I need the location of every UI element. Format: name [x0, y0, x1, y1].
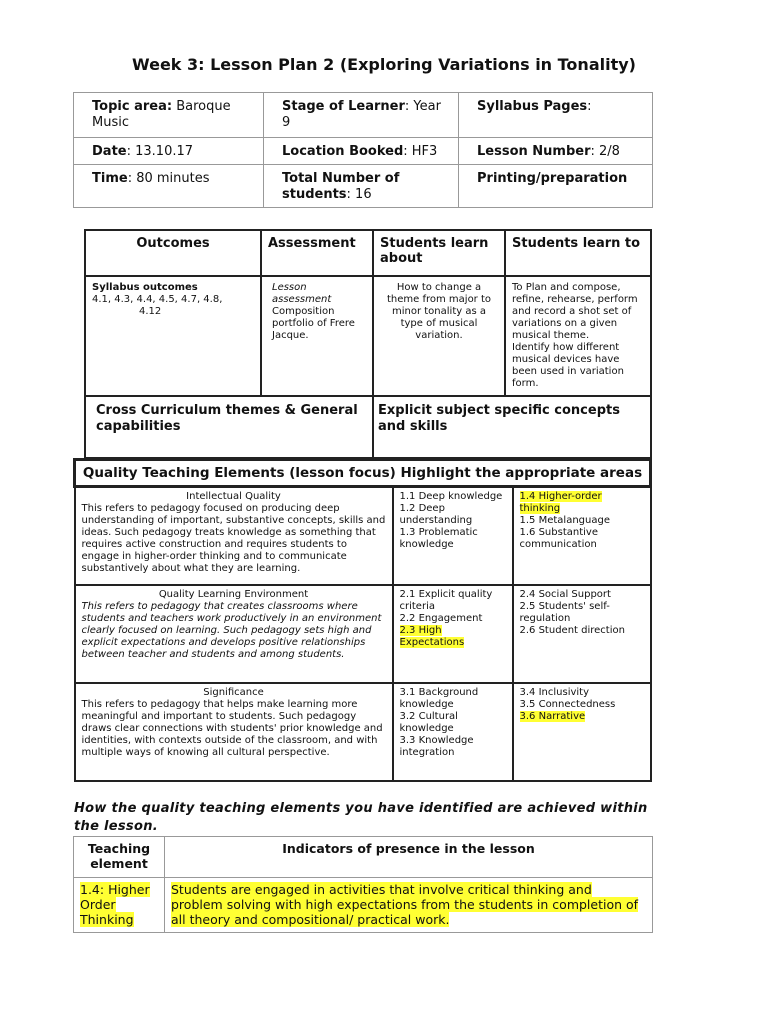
qte-item-highlighted: 2.3 High Expectations [399, 625, 465, 648]
assessment-text: Composition portfolio of Frere Jacque. [272, 306, 355, 341]
qte-col2-significance [513, 683, 651, 781]
outcomes-header: Outcomes [85, 230, 261, 276]
lesson-number-cell [459, 138, 653, 165]
qte-item: 3.1 Background knowledge [399, 687, 479, 710]
qte-item: 1.2 Deep understanding [399, 503, 473, 526]
learn-to-header: Students learn to [505, 230, 651, 276]
qte-item: 2.4 Social Support [519, 589, 611, 600]
qte-row-name: Intellectual Quality [186, 491, 281, 502]
qte-row-name: Significance [203, 687, 264, 698]
assessment-label-1: Lesson [272, 282, 307, 293]
assessment-header: Assessment [261, 230, 373, 276]
qte-col2-environment [513, 585, 651, 683]
syllabus-pages-value: : [587, 99, 592, 114]
qte-item: 2.5 Students' self-regulation [519, 601, 610, 624]
lesson-info-table [73, 92, 653, 208]
students-value: : 16 [346, 187, 372, 202]
learn-about-header: Students learn about [373, 230, 505, 276]
lesson-number-label: Lesson Number [477, 144, 591, 159]
syllabus-outcomes-list-cont: 4.12 [139, 306, 162, 317]
indicators-table [73, 836, 653, 933]
learn-about-cell: How to change a theme from major to minor tonality as a type of musical variation. [373, 276, 505, 396]
qte-item: 1.5 Metalanguage [519, 515, 610, 526]
qte-row-intellectual [75, 487, 393, 586]
qte-item: 1.6 Substantive communication [519, 527, 598, 550]
date-cell [74, 138, 264, 165]
page-title: Week 3: Lesson Plan 2 (Exploring Variations in Tonality) [132, 55, 636, 74]
topic-area-label: Topic area: [92, 99, 173, 114]
qte-row-environment [75, 585, 393, 683]
students-cell [264, 165, 459, 208]
qte-table [73, 458, 652, 782]
explicit-concepts-cell: Explicit subject specific concepts and skills [373, 396, 651, 458]
time-label: Time [92, 171, 128, 186]
qte-row-significance [75, 683, 393, 781]
syllabus-pages-label: Syllabus Pages [477, 99, 588, 114]
syllabus-outcomes-cell [85, 276, 261, 396]
date-value: : 13.10.17 [126, 144, 194, 159]
qte-row-name: Quality Learning Environment [158, 589, 309, 600]
stage-label: Stage of Learner [282, 99, 405, 114]
learn-to-text-2: Identify how different musical devices have been used in variation form. [512, 342, 624, 389]
printing-label: Printing/preparation [477, 171, 628, 186]
qte-item: 3.2 Cultural knowledge [399, 711, 458, 734]
syllabus-outcomes-label: Syllabus outcomes [92, 282, 198, 293]
learn-to-text-1: To Plan and compose, refine, rehearse, perform and record a shot set of variations on a given musical theme. [512, 282, 638, 341]
qte-item: 1.3 Problematic knowledge [399, 527, 478, 550]
qte-item: 3.3 Knowledge integration [399, 735, 474, 758]
outcomes-table [84, 229, 652, 459]
qte-item: 2.2 Engagement [399, 613, 483, 624]
qte-row-desc: This refers to pedagogy that helps make learning more meaningful and important to students. Such pedagogy draws clear connections with students' prior knowledge and identities, with contexts outside of the classroom, and with multiple ways of knowing all cultural perspective. [81, 699, 383, 758]
qte-heading: Quality Teaching Elements (lesson focus) Highlight the appropriate areas [75, 460, 651, 487]
section-question: How the quality teaching elements you have identified are achieved within the lesson. [74, 801, 648, 834]
time-cell [74, 165, 264, 208]
indicators-header: Indicators of presence in the lesson [165, 837, 653, 878]
time-value: : 80 minutes [127, 171, 210, 186]
topic-area-cell [74, 93, 264, 138]
date-label: Date [92, 144, 127, 159]
qte-col2-intellectual [513, 487, 651, 586]
qte-item: 2.1 Explicit quality criteria [399, 589, 493, 612]
qte-item-highlighted: 1.4 Higher-order thinking [519, 491, 602, 514]
stage-cell [264, 93, 459, 138]
qte-item: 1.1 Deep knowledge [399, 491, 503, 502]
printing-cell [459, 165, 653, 208]
syllabus-pages-cell [459, 93, 653, 138]
students-label: Total Number of students [282, 171, 400, 202]
qte-item: 2.6 Student direction [519, 625, 625, 636]
qte-item: 3.5 Connectedness [519, 699, 616, 710]
teaching-element-cell [74, 878, 165, 933]
topic-area-value: Baroque Music [92, 99, 231, 130]
indicator-cell [165, 878, 653, 933]
qte-col1-intellectual [393, 487, 513, 586]
location-cell [264, 138, 459, 165]
learn-to-cell [505, 276, 651, 396]
qte-col1-environment [393, 585, 513, 683]
teaching-element-header: Teaching element [74, 837, 165, 878]
qte-item-highlighted: 3.6 Narrative [519, 711, 586, 722]
qte-item: 3.4 Inclusivity [519, 687, 590, 698]
lesson-number-value: : 2/8 [590, 144, 620, 159]
assessment-cell [261, 276, 373, 396]
location-value: : HF3 [403, 144, 438, 159]
qte-row-desc: This refers to pedagogy that creates classrooms where students and teachers work productively in an environment clearly focused on learning. Such pedagogy sets high and explicit expectations and develops positive relationships between teacher and students and among students. [81, 601, 382, 660]
cross-curriculum-cell: Cross Curriculum themes & General capabilities [85, 396, 373, 458]
qte-row-desc: This refers to pedagogy focused on producing deep understanding of important, substantive concepts, skills and ideas. Such pedagogy treats knowledge as something that requires active construction and requires students to engage in higher-order thinking and to communicate substantively about what they are learning. [81, 503, 386, 574]
indicator-value: Students are engaged in activities that involve critical thinking and problem solving with high expectations from the students in completion of all theory and compositional/ practical work. [171, 882, 639, 927]
syllabus-outcomes-list: 4.1, 4.3, 4.4, 4.5, 4.7, 4.8, [92, 294, 223, 305]
assessment-label-2: assessment [272, 294, 332, 305]
location-label: Location Booked [282, 144, 404, 159]
stage-value: : Year 9 [282, 99, 441, 130]
qte-col1-significance [393, 683, 513, 781]
teaching-element-value: 1.4: Higher Order Thinking [80, 882, 150, 927]
